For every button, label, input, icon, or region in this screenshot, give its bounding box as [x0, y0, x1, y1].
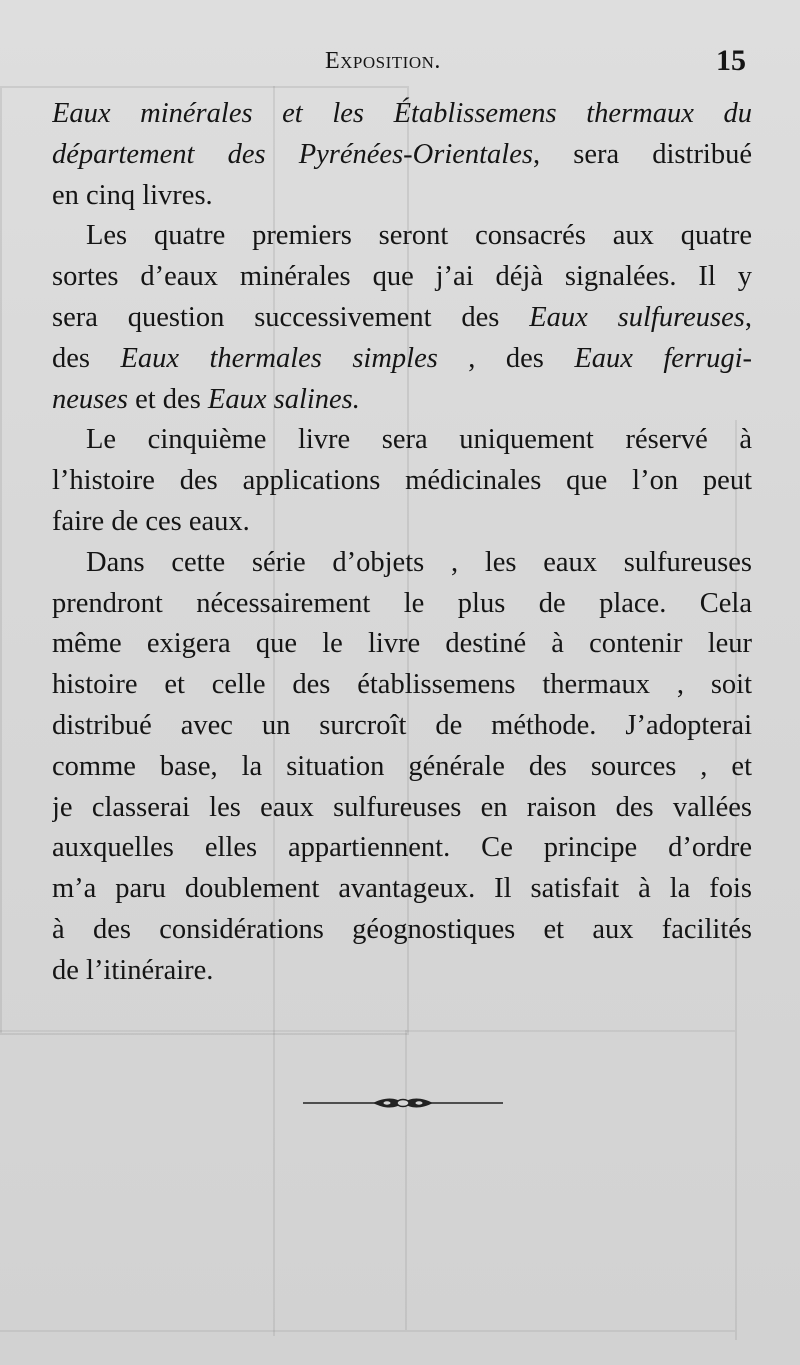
italic-text: Eaux thermales simples	[120, 342, 438, 374]
italic-text: Eaux minérales et les Établissemens thermaux du	[52, 98, 752, 129]
text-line	[52, 420, 752, 461]
paragraph	[52, 216, 752, 420]
text-line	[52, 869, 752, 910]
text-run: prendront nécessairement le plus de place. Cela	[52, 587, 752, 619]
text-line	[52, 665, 752, 706]
italic-text: neuses	[52, 383, 128, 415]
text-run: histoire et celle des établissemens thermaux , soit	[52, 669, 752, 701]
text-line	[52, 624, 752, 665]
text-run: de l’itinéraire.	[52, 954, 214, 986]
tailpiece-ornament	[303, 1093, 503, 1113]
text-run: faire de ces eaux.	[52, 505, 250, 537]
italic-text: Eaux ferrugi-	[574, 342, 752, 374]
text-line	[52, 380, 752, 421]
text-run: sera question successivement des	[52, 301, 530, 333]
italic-text: Eaux salines.	[207, 383, 360, 415]
page-header	[0, 44, 800, 84]
text-line	[52, 706, 752, 747]
text-run: m’a paru doublement avantageux. Il satisfait à la fois	[52, 873, 752, 905]
text-run: , des	[437, 342, 575, 374]
text-run: comme base, la situation générale des sources , et	[52, 750, 752, 782]
paragraph	[52, 420, 752, 542]
text-line	[52, 747, 752, 788]
text-run: sortes d’eaux minérales que j’ai déjà signalées. Il y	[52, 261, 752, 293]
text-line	[52, 828, 752, 869]
text-line	[52, 257, 752, 298]
text-line	[52, 94, 752, 135]
text-run: des	[52, 342, 121, 374]
paragraph	[52, 94, 752, 216]
body-text	[52, 94, 752, 992]
text-line	[52, 788, 752, 829]
page-number: 15	[716, 44, 746, 77]
text-line	[52, 502, 752, 543]
running-title: Exposition.	[325, 48, 441, 74]
text-run: Les quatre premiers seront consacrés aux quatre	[86, 220, 752, 252]
text-run: distribué avec un surcroît de méthode. J’adopterai	[52, 709, 752, 741]
text-run: l’histoire des applications médicinales que l’on peut	[52, 465, 752, 497]
italic-text: département des Pyrénées-Orientales	[52, 138, 533, 170]
bleed-through-rule	[0, 1030, 735, 1032]
paragraph	[52, 543, 752, 992]
text-run: à des considérations géognostiques et aux facilités	[52, 913, 752, 945]
text-run: même exigera que le livre destiné à contenir leur	[52, 628, 752, 660]
text-run: et des	[127, 383, 208, 415]
text-line	[52, 339, 752, 380]
text-line	[52, 176, 752, 217]
bleed-through-rule	[405, 1030, 407, 1330]
text-line	[52, 135, 752, 176]
text-run: Dans cette série d’objets , les eaux sulfureuses	[86, 546, 752, 578]
text-run: , sera distribué	[532, 138, 752, 170]
text-line	[52, 298, 752, 339]
text-run: Le cinquième livre sera uniquement réservé à	[86, 424, 752, 456]
text-run: ,	[744, 301, 752, 333]
text-run: je classerai les eaux sulfureuses en raison des vallées	[52, 791, 752, 823]
italic-text: Eaux sulfureuses	[529, 301, 745, 333]
bleed-through-rule	[0, 1330, 735, 1332]
text-line	[52, 910, 752, 951]
text-line	[52, 584, 752, 625]
text-line	[52, 461, 752, 502]
text-run: auxquelles elles appartiennent. Ce principe d’ordre	[52, 832, 752, 864]
text-line	[52, 951, 752, 992]
text-line	[52, 216, 752, 257]
text-run: en cinq livres.	[52, 179, 213, 211]
text-line	[52, 543, 752, 584]
